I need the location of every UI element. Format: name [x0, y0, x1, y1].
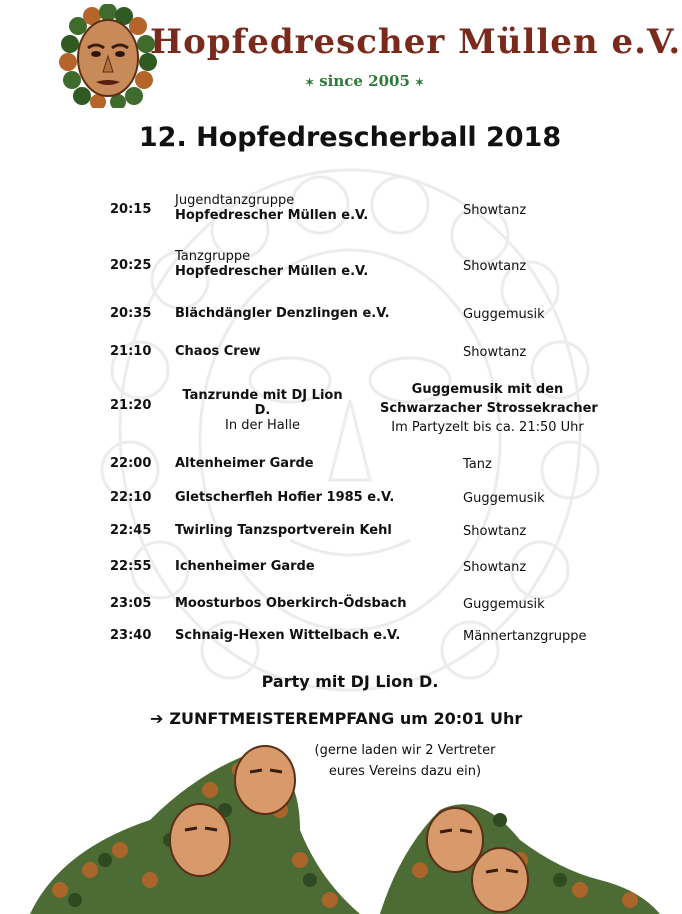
note-line: eures Vereins dazu ein) — [328, 764, 482, 779]
act-line: Tanzgruppe — [175, 249, 251, 264]
act-line: Jugendtanzgruppe — [175, 193, 295, 208]
program-time: 20:15 — [110, 202, 152, 217]
program-act — [175, 388, 350, 433]
program-time: 20:25 — [110, 258, 152, 273]
program-act — [175, 523, 415, 538]
program-time: 22:10 — [110, 490, 152, 505]
act-line: Blächdängler Denzlingen e.V. — [175, 306, 390, 321]
act-line: Hopfedrescher Müllen e.V. — [175, 264, 369, 279]
since-text: since 2005 — [319, 72, 410, 90]
program-act — [175, 306, 415, 321]
program-act — [175, 559, 415, 574]
program-act — [175, 596, 415, 611]
program-type: Showtanz — [463, 203, 527, 218]
act-line: In der Halle — [225, 418, 300, 433]
program-type: Guggemusik — [463, 491, 545, 506]
program-act — [175, 490, 415, 505]
program-time: 23:05 — [110, 596, 152, 611]
act-line: Hopfedrescher Müllen e.V. — [175, 208, 369, 223]
program-act — [175, 249, 415, 279]
act-line: Tanzrunde mit DJ Lion D. — [182, 388, 343, 418]
program-type: Männertanzgruppe — [463, 629, 587, 644]
program-time: 23:40 — [110, 628, 152, 643]
program-type — [380, 380, 598, 437]
star-icon: ✶ — [414, 76, 425, 89]
program-act — [175, 628, 415, 643]
program-act — [175, 456, 415, 471]
program-type: Showtanz — [463, 259, 527, 274]
act-line: Ichenheimer Garde — [175, 559, 315, 574]
arrow-right-icon: ➔ — [150, 709, 164, 728]
star-icon: ✶ — [305, 76, 315, 89]
act-line: Gletscherfleh Hofier 1985 e.V. — [175, 490, 395, 505]
act-line: Chaos Crew — [175, 344, 261, 359]
club-name: Hopfedrescher Müllen e.V. — [150, 22, 682, 62]
program-time: 22:00 — [110, 456, 152, 471]
note-line: (gerne laden wir 2 Vertreter — [314, 743, 496, 758]
program-type: Guggemusik — [463, 597, 545, 612]
event-title: 12. Hopfedrescherball 2018 — [138, 122, 562, 153]
party-line: Party mit DJ Lion D. — [261, 672, 439, 691]
program-type: Guggemusik — [463, 307, 545, 322]
program-type: Tanz — [463, 457, 492, 472]
program-type: Showtanz — [463, 524, 527, 539]
program-time: 22:45 — [110, 523, 152, 538]
type-line: Guggemusik mit den — [411, 382, 564, 397]
act-line: Twirling Tanzsportverein Kehl — [175, 523, 392, 538]
act-line: Moosturbos Oberkirch-Ödsbach — [175, 596, 407, 611]
act-line: Schnaig-Hexen Wittelbach e.V. — [175, 628, 401, 643]
program-time: 21:10 — [110, 344, 152, 359]
type-line: Im Partyzelt bis ca. 21:50 Uhr — [391, 420, 584, 435]
reception-note — [300, 740, 510, 782]
program-time: 21:20 — [110, 398, 152, 413]
program-type: Showtanz — [463, 560, 527, 575]
act-line: Altenheimer Garde — [175, 456, 314, 471]
program-act — [175, 193, 415, 223]
type-line: Schwarzacher Strossekracher — [380, 401, 598, 416]
program-type: Showtanz — [463, 345, 527, 360]
program-time: 20:35 — [110, 306, 152, 321]
program-time: 22:55 — [110, 559, 152, 574]
reception-line — [150, 709, 522, 728]
reception-text: ZUNFTMEISTEREMPFANG um 20:01 Uhr — [169, 709, 523, 728]
program-act — [175, 344, 415, 359]
